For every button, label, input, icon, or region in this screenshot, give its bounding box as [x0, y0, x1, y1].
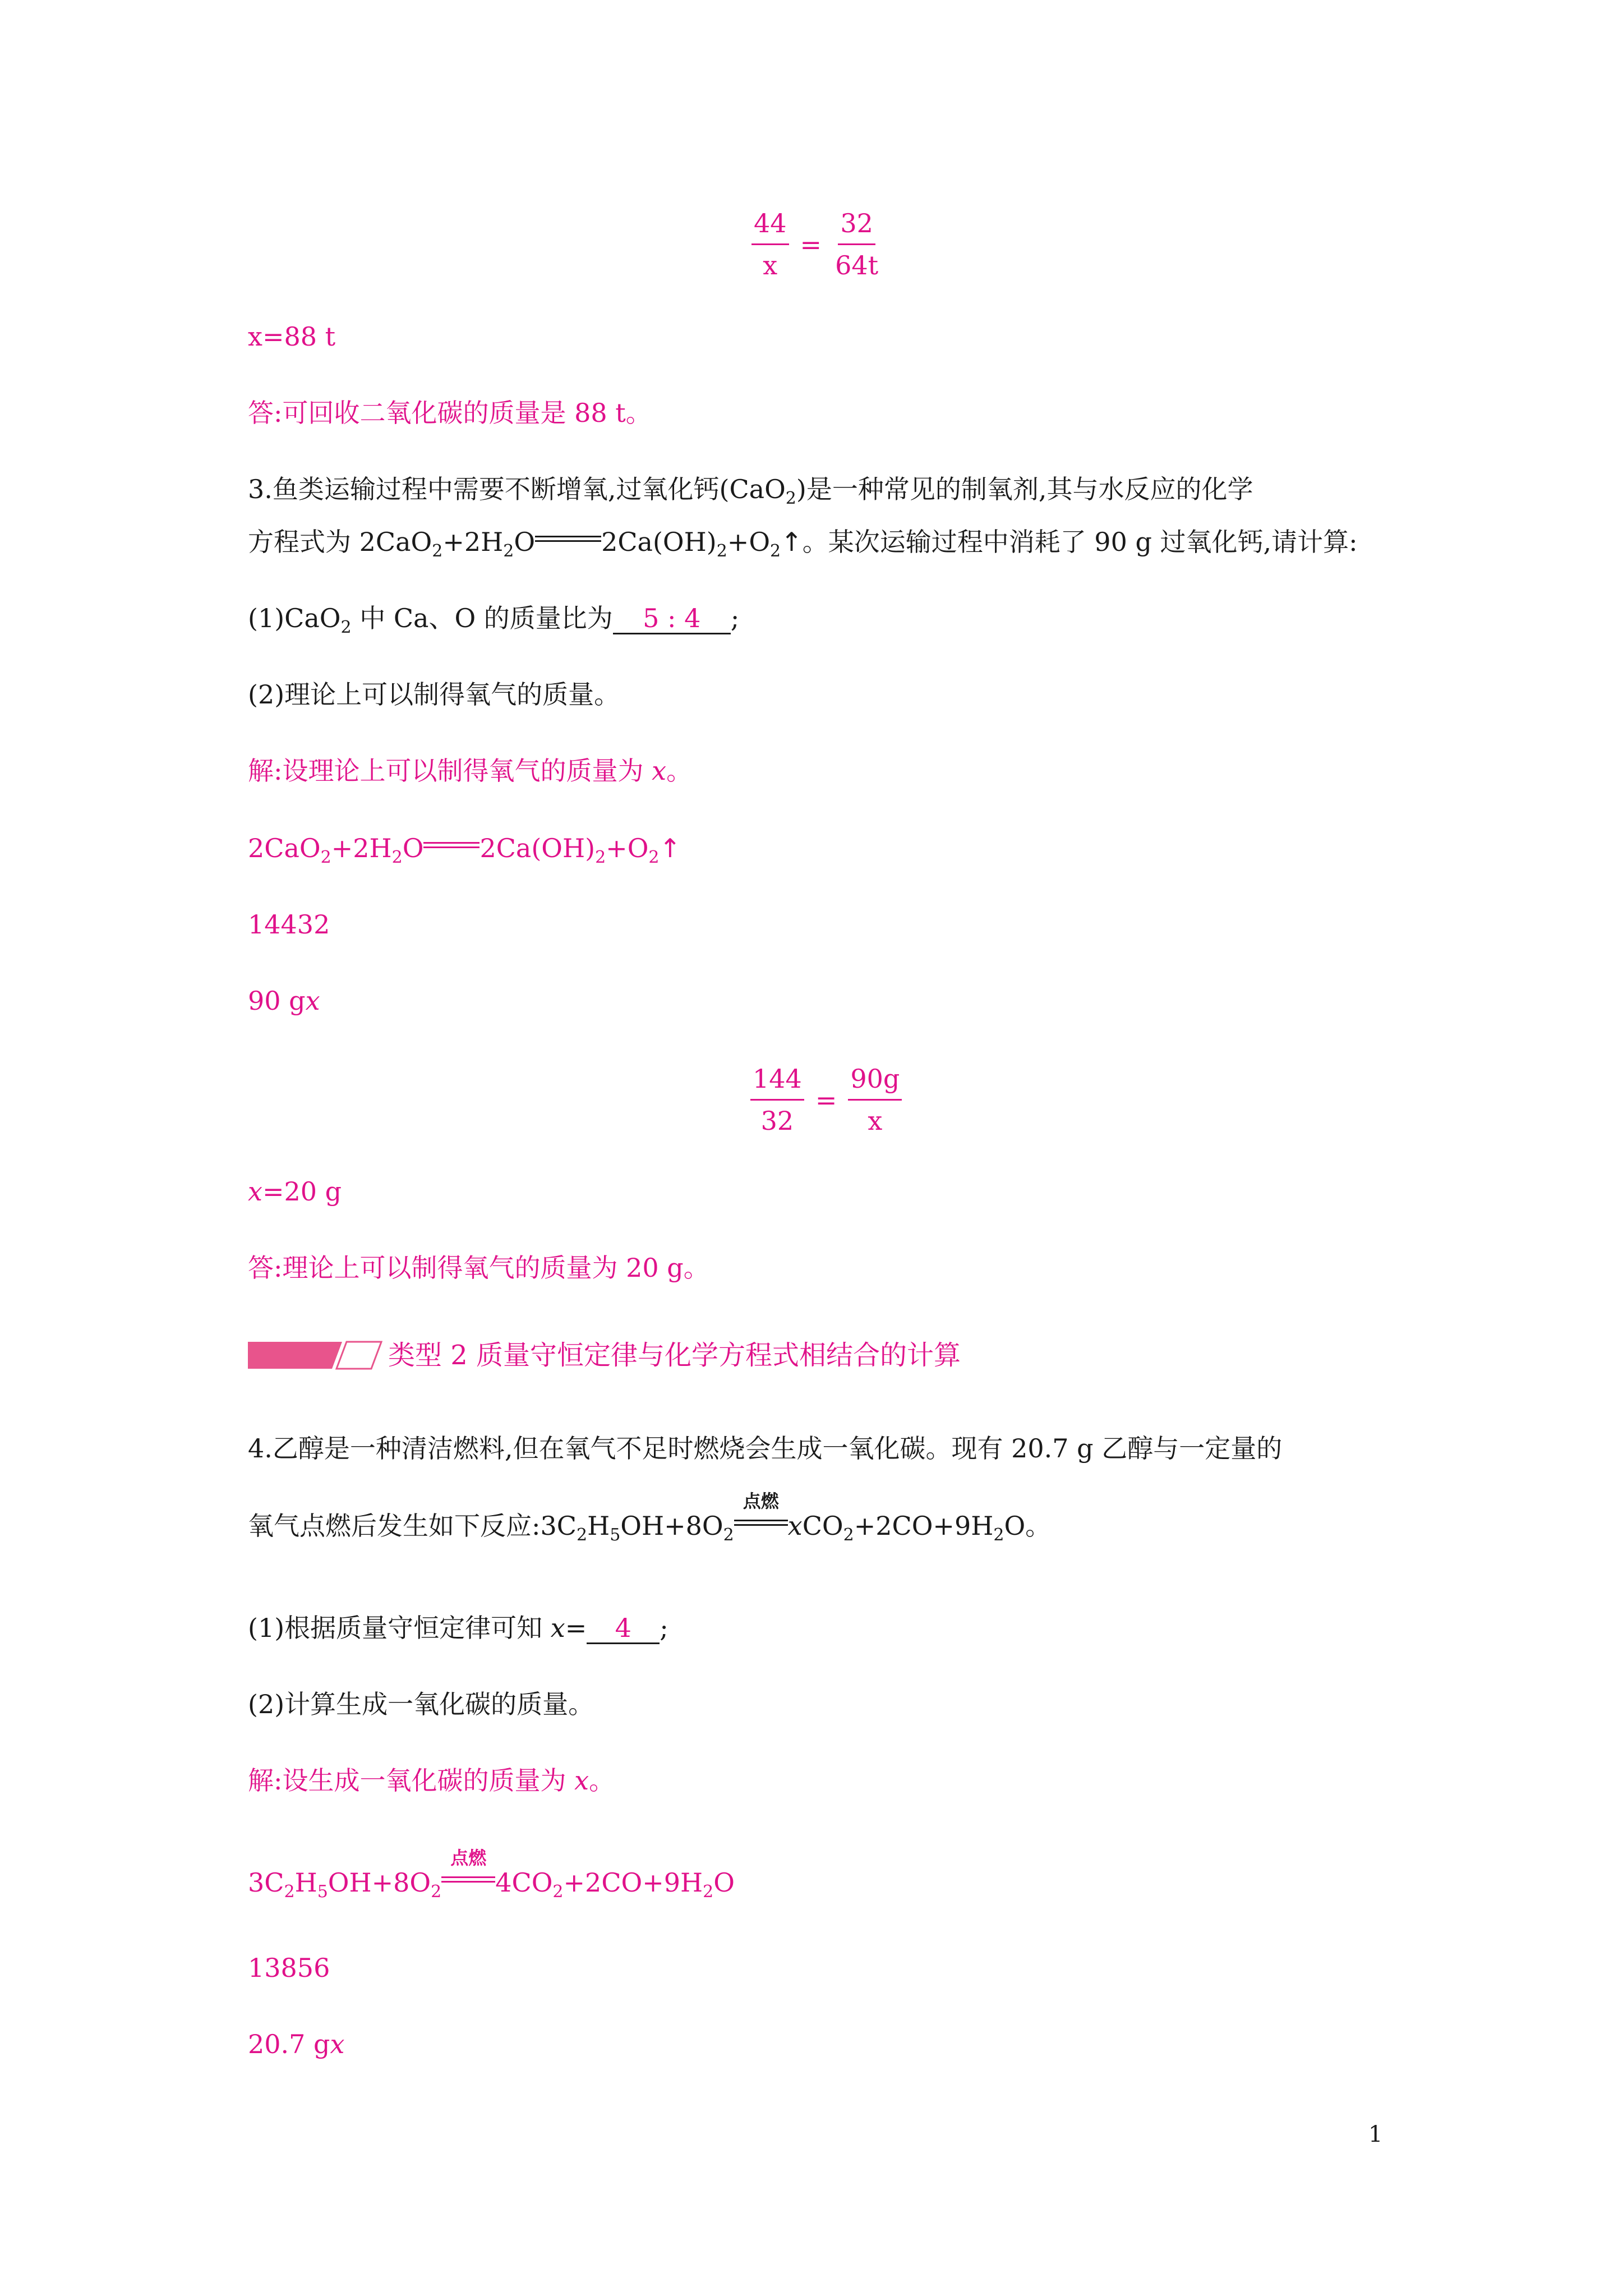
reaction-equals-sign: [734, 1490, 788, 1529]
q4-intro-line1: 4.乙醇是一种清洁燃料,但在氧气不足时燃烧会生成一氧化碳。现有 20.7 g 乙醇与一定量的: [248, 1433, 1283, 1464]
reaction-condition: 点燃: [450, 1847, 487, 1869]
q3-part2: (2)理论上可以制得氧气的质量。: [248, 679, 620, 710]
section-heading: 类型 2 质量守恒定律与化学方程式相结合的计算: [388, 1340, 961, 1371]
fraction-numerator: 32: [838, 208, 875, 245]
reaction-condition: 点燃: [743, 1490, 779, 1512]
fraction-denominator: 64t: [835, 250, 879, 280]
fraction-numerator: 44: [751, 208, 789, 245]
q4-molar-masses: 13856: [248, 1953, 330, 1983]
fraction-equation-q2: [751, 208, 880, 281]
page-number: 1: [1368, 2122, 1383, 2147]
q2-x-result: x=88 t: [248, 321, 336, 352]
fraction-left: [751, 208, 789, 281]
reaction-equals-sign: [535, 534, 601, 545]
fraction-numerator: 90g: [848, 1063, 902, 1101]
fraction-left: [750, 1063, 804, 1137]
fraction-right: [833, 208, 880, 281]
answer-blank-x: 4: [587, 1613, 660, 1644]
q4-chemical-equation: $3C_2H_5OH+8O_2$ 点燃 $4CO_2+2CO+9H_2O$: [248, 1847, 735, 1902]
fraction-numerator: 144: [750, 1063, 804, 1101]
q3-molar-masses: 14432: [248, 909, 330, 940]
gas-arrow-icon: ↑: [659, 833, 681, 863]
section-banner-icon: [248, 1336, 382, 1374]
reaction-equals-sign: [423, 840, 479, 852]
fraction-right: [848, 1063, 902, 1137]
reaction-equals-sign: [441, 1847, 495, 1886]
q4-given-values: 20.7 gx: [248, 2029, 345, 2059]
equals-sign: =: [800, 229, 822, 260]
answer-blank-mass-ratio: 5 : 4: [613, 604, 731, 634]
q3-given-values: 90 gx: [248, 986, 320, 1016]
q4-part2: (2)计算生成一氧化碳的质量。: [248, 1689, 594, 1719]
gas-arrow-icon: ↑: [781, 527, 803, 557]
q4-intro-line2: 氧气点燃后发生如下反应$:3C_2H_5OH+8O_2$ 点燃 $xCO_2+2CO+9H_2O$。: [248, 1490, 1052, 1545]
q3-x-result: x=20 g: [248, 1176, 342, 1207]
fraction-denominator: 32: [760, 1106, 794, 1136]
q2-answer: 答:可回收二氧化碳的质量是 88 t。: [248, 398, 652, 428]
q3-intro-line1: 3.鱼类运输过程中需要不断增氧,过氧化钙(CaO$_2$)是一种常见的制氧剂,其与水反应的化学: [248, 474, 1253, 508]
fraction-equation-q3: [750, 1063, 902, 1137]
q3-chemical-equation: $2CaO_2+2H_2O$ $2Ca(OH)_2+O_2↑$: [248, 833, 681, 867]
fraction-denominator: x: [763, 250, 778, 280]
q3-answer: 答:理论上可以制得氧气的质量为 20 g。: [248, 1253, 709, 1283]
q3-solution-intro: 解:设理论上可以制得氧气的质量为 x。: [248, 756, 693, 786]
q4-solution-intro: 解:设生成一氧化碳的质量为 x。: [248, 1765, 615, 1796]
q4-part1: (1)根据质量守恒定律可知 x= 4 ;: [248, 1613, 668, 1643]
equals-sign: =: [815, 1084, 837, 1115]
q3-intro-line2: 方程式为 $2CaO_2+2H_2O$ $2Ca(OH)_2+O_2↑$。某次运输过程中消耗了 90 g 过氧化钙,请计算:: [248, 527, 1358, 561]
q3-part1: (1)CaO$_2$ 中 Ca、O 的质量比为 5 : 4 ;: [248, 603, 740, 637]
fraction-denominator: x: [868, 1106, 883, 1136]
